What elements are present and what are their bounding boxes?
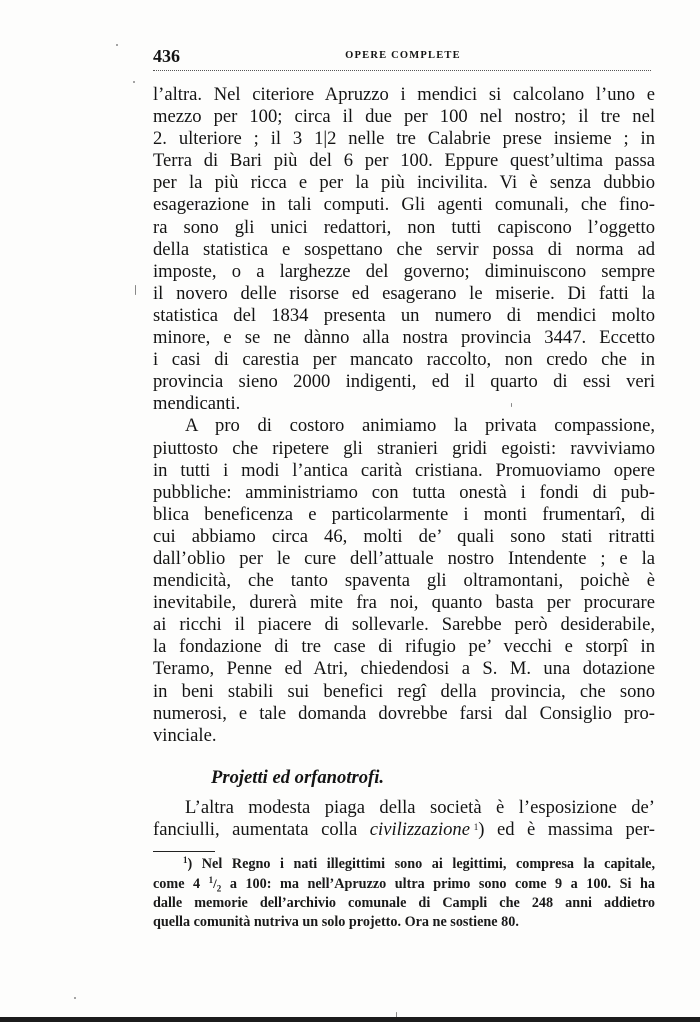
header-dotted-rule	[153, 70, 651, 71]
text-segment: come 4	[153, 876, 209, 893]
text-line: cui abbiamo circa 46, molti de’ quali sono stati ritratti	[153, 525, 655, 547]
paragraph-2	[153, 415, 655, 746]
footnote-separator	[153, 851, 215, 852]
page-bottom-edge	[0, 1017, 700, 1022]
text-segment: ) ed è massima per-	[478, 819, 656, 841]
text-line: A pro di costoro animiamo la privata compassione,	[185, 415, 655, 437]
paragraph-3	[153, 797, 655, 841]
text-line: provincia sieno 2000 indigenti, ed il quarto di essi veri	[153, 371, 655, 393]
text-segment: ) Nel Regno i nati illegittimi sono ai legittimi, compresa la capitale,	[187, 856, 655, 872]
footnote-reference: 1	[473, 822, 479, 833]
text-line: vinciale.	[153, 724, 217, 746]
fraction: $^1/_2$	[208, 875, 222, 894]
paragraph-1	[153, 84, 655, 415]
text-line: mendicanti.	[153, 393, 241, 415]
footnote-line: quella comunità nutriva un solo projetto. Ora ne sostiene 80.	[153, 913, 519, 930]
text-line: blica beneficenza e particolarmente i monti frumentarî, di	[153, 503, 655, 525]
running-head	[153, 44, 653, 68]
text-line: imposte, o a larghezze del governo; diminuiscono sempre	[153, 260, 655, 282]
scan-speck	[116, 44, 118, 46]
text-line: ai ricchi il piacere di sollevarle. Sarebbe però desiderabile,	[153, 614, 655, 636]
text-line: esagerazione in tali computi. Gli agenti comunali, che fino-	[153, 194, 655, 216]
scan-speck	[133, 81, 135, 83]
text-line: l’altra. Nel citeriore Apruzzo i mendici si calcolano l’uno e	[153, 84, 655, 105]
text-segment: a 100: ma nell’Apruzzo ultra primo sono come 9 a 100. Si ha	[221, 876, 655, 893]
italic-term: civilizzazione	[369, 819, 470, 841]
text-line: per la più ricca e per la più incivilita. Vi è senza dubbio	[153, 172, 655, 194]
text-segment: fanciulli, aumentata colla	[153, 819, 370, 841]
scan-speck	[511, 403, 512, 407]
text-line: della statistica e sospettano che servir possa di norma ad	[153, 238, 655, 260]
text-line: mezzo per 100; circa il due per 100 nel nostro; il tre nel	[153, 106, 655, 128]
text-line: L’altra modesta piaga della società è l’esposizione de’	[185, 797, 655, 818]
scan-speck	[135, 285, 136, 295]
text-line: Teramo, Penne ed Atri, chiedendosi a S. M. una dotazione	[153, 658, 655, 680]
text-line: piuttosto che ripetere gli stranieri gridi egoisti: ravviviamo	[153, 437, 655, 459]
section-heading: Projetti ed orfanotrofi.	[211, 767, 385, 788]
text-line: dall’oblio per le cure dell’attuale nostro Intendente ; e la	[153, 547, 655, 569]
text-line: in beni stabili sui benefici regî della provincia, che sono	[153, 680, 655, 702]
footnote-line	[153, 874, 655, 893]
text-line: mendicità, che tanto spaventa gli oltramontani, poichè è	[153, 570, 655, 592]
footnote-line	[153, 855, 655, 874]
text-line: in tutti i modi l’antica carità cristiana. Promuoviamo opere	[153, 459, 655, 481]
text-line: statistica del 1834 presenta un numero di mendici molto	[153, 304, 655, 326]
text-line: ra sono gli unici redattori, non tutti capiscono l’oggetto	[153, 216, 655, 238]
text-line: Terra di Bari più del 6 per 100. Eppure quest’ultima passa	[153, 150, 655, 172]
scan-speck	[74, 997, 76, 999]
text-line	[153, 819, 655, 841]
text-line: numerosi, e tale domanda dovrebbe farsi dal Consiglio pro-	[153, 702, 655, 724]
text-line: pubbliche: amministriamo con tutta onestà i fondi di pub-	[153, 481, 655, 503]
text-line: inevitabile, durerà mite fra noi, quanto basta per procurare	[153, 592, 655, 614]
page-number: 436	[153, 46, 180, 66]
text-line: la fondazione di tre case di rifugio pe’ vecchi e storpî in	[153, 636, 655, 658]
text-line: i casi di carestia per mancato raccolto, non credo che in	[153, 349, 655, 371]
text-line: minore, e se ne dànno alla nostra provincia 3447. Eccetto	[153, 327, 655, 349]
body-text	[153, 84, 655, 747]
footnote-line: dalle memorie dell’archivio comunale di Campli che 248 anni addietro	[153, 894, 655, 911]
running-title: OPERE COMPLETE	[345, 50, 461, 61]
footnote-marker: 1	[183, 855, 188, 865]
text-line: 2. ulteriore ; il 3 1|2 nelle tre Calabrie prese insieme ; in	[153, 128, 655, 150]
text-line: il novero delle risorse ed esagerano le miserie. Di fatti la	[153, 282, 655, 304]
footnotes	[153, 855, 655, 932]
